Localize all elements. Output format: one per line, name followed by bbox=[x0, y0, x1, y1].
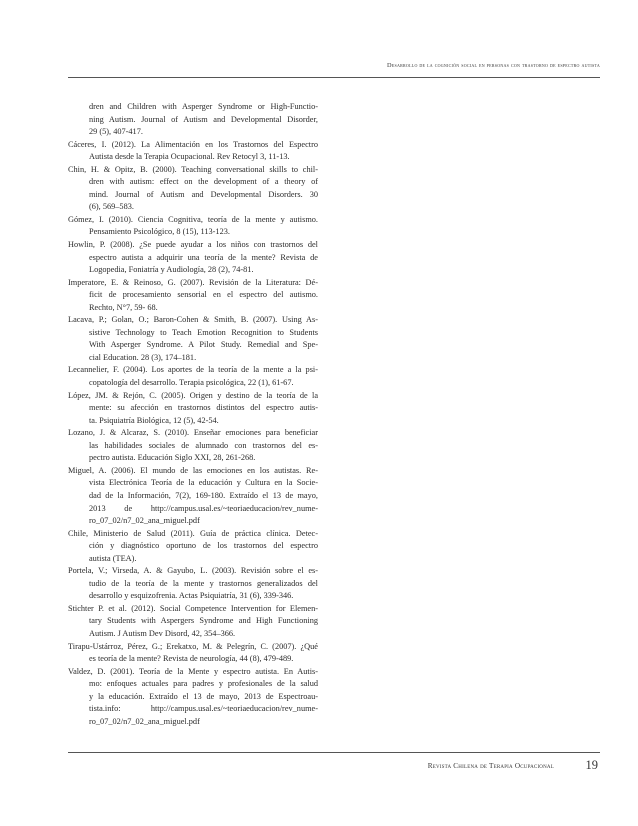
reference-line: With Asperger Syndrome. A Pilot Study. Remedial and Spe- bbox=[89, 340, 318, 350]
reference-entry bbox=[68, 666, 318, 729]
reference-line: cial Education. 28 (3), 174–181. bbox=[89, 352, 197, 362]
reference-line: Valdez, D. (2001). Teoría de la Mente y espectro autista. En Autis- bbox=[68, 666, 318, 676]
reference-line: tista.info: http://campus.usal.es/~teoriaeducacion/rev_nume- bbox=[89, 704, 318, 714]
reference-line: Miguel, A. (2006). El mundo de las emociones en los autistas. Re- bbox=[68, 465, 318, 475]
page-number: 19 bbox=[585, 758, 598, 772]
reference-line: Tirapu-Ustárroz, Pérez, G.; Erekatxo, M. & Pelegrín, C. (2007). ¿Qué bbox=[68, 641, 318, 651]
reference-entry bbox=[68, 603, 318, 641]
reference-line: tary Students with Aspergers Syndrome and High Functioning bbox=[89, 616, 318, 626]
reference-line: Howlin, P. (2008). ¿Se puede ayudar a los niños con trastornos del bbox=[68, 240, 318, 250]
reference-line: Gómez, I. (2010). Ciencia Cognitiva, teoría de la mente y autismo. bbox=[68, 214, 318, 224]
reference-line: ro_07_02/n7_02_ana_miguel.pdf bbox=[89, 716, 200, 726]
reference-entry bbox=[68, 427, 318, 465]
reference-line: Pensamiento Psicológico, 8 (15), 113-123. bbox=[89, 227, 230, 237]
reference-line: desarrollo y esquizofrenia. Actas Psiquiatría, 31 (6), 339-346. bbox=[89, 591, 294, 601]
reference-entry bbox=[68, 465, 318, 528]
reference-entry bbox=[68, 314, 318, 364]
reference-line: Lacava, P.; Golan, O.; Baron-Cohen & Smith, B. (2007). Using As- bbox=[68, 315, 318, 325]
reference-line: Chile, Ministerio de Salud (2011). Guía de práctica clínica. Detec- bbox=[68, 528, 318, 538]
reference-line: ta. Psiquiatría Biológica, 12 (5), 42-54. bbox=[89, 415, 219, 425]
reference-line: 29 (5), 407-417. bbox=[89, 127, 143, 137]
reference-line: tudio de la teoría de la mente y trastornos generalizados del bbox=[89, 578, 318, 588]
reference-line: dren with autism: effect on the development of a theory of bbox=[89, 177, 318, 187]
reference-entry bbox=[68, 277, 318, 315]
reference-line: las habilidades sociales de alumnado con trastornos del es- bbox=[89, 440, 318, 450]
reference-line: López, JM. & Rejón, C. (2005). Origen y destino de la teoría de la bbox=[68, 390, 318, 400]
reference-line: ro_07_02/n7_02_ana_miguel.pdf bbox=[89, 516, 200, 526]
reference-entry bbox=[68, 565, 318, 603]
reference-line: Rechto, N°7, 59- 68. bbox=[89, 302, 158, 312]
reference-line: mind. Journal of Autism and Developmental Disorders. 30 bbox=[89, 189, 318, 199]
reference-line: autista (TEA). bbox=[89, 553, 137, 563]
reference-line: Logopedia, Foniatría y Audiología, 28 (2), 74-81. bbox=[89, 265, 254, 275]
reference-entry bbox=[68, 101, 318, 139]
reference-entry bbox=[68, 239, 318, 277]
reference-line: mente: su afección en trastornos distintos del espectro autis- bbox=[89, 403, 318, 413]
reference-line: Chin, H. & Opitz, B. (2000). Teaching conversational skills to chil- bbox=[68, 164, 318, 174]
reference-line: es teoría de la mente? Revista de neurología, 44 (8), 479-489. bbox=[89, 654, 294, 664]
reference-line: ning Autism. Journal of Autism and Developmental Disorder, bbox=[89, 114, 318, 124]
reference-line: copatología del desarrollo. Terapia psicológica, 22 (1), 61-67. bbox=[89, 378, 294, 388]
reference-line: Lozano, J. & Alcaraz, S. (2010). Enseñar emociones para beneficiar bbox=[68, 428, 318, 438]
reference-line: ción y diagnóstico oportuno de los trastornos del espectro bbox=[89, 541, 318, 551]
reference-line: Lecannelier, F. (2004). Los aportes de la teoría de la mente a la psi- bbox=[68, 365, 318, 375]
reference-line: Portela, V.; Virseda, A. & Gayubo, L. (2003). Revisión sobre el es- bbox=[68, 566, 318, 576]
reference-entry bbox=[68, 164, 318, 214]
reference-line: espectro autista a adquirir una teoría de la mente? Revista de bbox=[89, 252, 318, 262]
reference-line: y la educación. Extraído el 13 de mayo, 2013 de Espectroau- bbox=[89, 691, 318, 701]
reference-line: sistive Technology to Teach Emotion Recognition to Students bbox=[89, 327, 318, 337]
reference-entry bbox=[68, 139, 318, 164]
reference-line: ficit de procesamiento sensorial en el espectro del autismo. bbox=[89, 290, 318, 300]
reference-entry bbox=[68, 214, 318, 239]
footer-journal-name: Revista Chilena de Terapia Ocupacional bbox=[427, 762, 554, 770]
reference-line: (6), 569–583. bbox=[89, 202, 134, 212]
reference-line: Autism. J Autism Dev Disord, 42, 354–366. bbox=[89, 628, 236, 638]
reference-entry bbox=[68, 641, 318, 666]
running-header: Desarrollo de la cognición social en personas con trastorno de espectro autista bbox=[386, 62, 600, 69]
reference-line: mo: enfoques actuales para padres y profesionales de la salud bbox=[89, 679, 318, 689]
reference-line: Cáceres, I. (2012). La Alimentación en los Trastornos del Espectro bbox=[68, 139, 318, 149]
reference-entry bbox=[68, 364, 318, 389]
reference-entry bbox=[68, 390, 318, 428]
reference-line: dad de la Información, 7(2), 169-180. Extraído el 13 de mayo, bbox=[89, 490, 318, 500]
reference-list bbox=[68, 101, 318, 728]
header-divider bbox=[68, 77, 600, 78]
reference-line: vista Electrónica Teoría de la educación y Cultura en la Socie- bbox=[89, 478, 318, 488]
reference-entry bbox=[68, 528, 318, 566]
reference-line: Imperatore, E. & Reinoso, G. (2007). Revisión de la Literatura: Dé- bbox=[68, 277, 318, 287]
footer-divider bbox=[68, 752, 600, 753]
reference-line: 2013 de http://campus.usal.es/~teoriaeducacion/rev_nume- bbox=[89, 503, 318, 513]
reference-line: pectro autista. Educación Siglo XXI, 28, 261-268. bbox=[89, 453, 256, 463]
reference-line: Stichter P. et al. (2012). Social Competence Intervention for Elemen- bbox=[68, 603, 318, 613]
reference-line: Autista desde la Terapia Ocupacional. Rev Retocyl 3, 11-13. bbox=[89, 152, 290, 162]
reference-line: dren and Children with Asperger Syndrome or High-Functio- bbox=[89, 102, 318, 111]
